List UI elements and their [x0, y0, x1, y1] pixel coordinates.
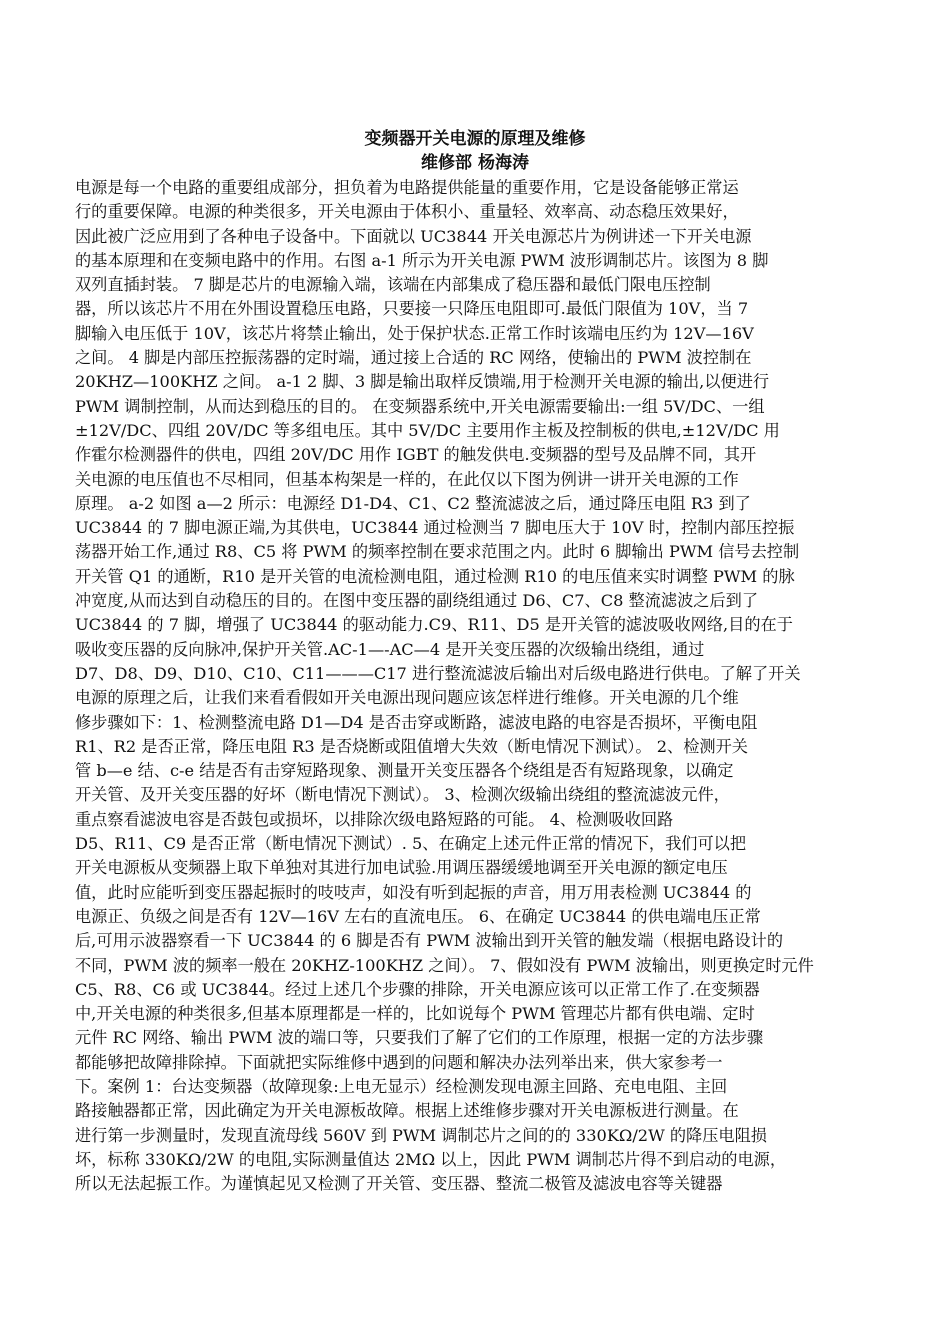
body-line: 双列直插封装。 7 脚是芯片的电源输入端，该端在内部集成了稳压器和最低门限电压控制 [75, 275, 711, 295]
body-line: 行的重要保障。电源的种类很多，开关电源由于体积小、重量轻、效率高、动态稳压效果好， [75, 202, 739, 222]
body-line: 进行第一步测量时，发现直流母线 560V 到 PWM 调制芯片之间的的 330KΩ/2W 的降压电阻损 [75, 1125, 767, 1145]
document-body [75, 176, 865, 1196]
body-line: 荡器开始工作,通过 R8、C5 将 PWM 的频率控制在要求范围之内。此时 6 脚输出 PWM 信号去控制 [75, 542, 800, 562]
body-line: 开关管 Q1 的通断，R10 是开关管的电流检测电阻，通过检测 R10 的电压值来实时调整 PWM 的脉 [75, 566, 795, 586]
body-line: 作霍尔检测器件的供电，四组 20V/DC 用作 IGBT 的触发供电.变频器的型号及品牌不同，其开 [75, 445, 757, 465]
body-line: 重点察看滤波电容是否鼓包或损坏，以排除次级电路短路的可能。 4、检测吸收回路 [75, 809, 674, 829]
body-line: UC3844 的 7 脚电源正端,为其供电，UC3844 通过检测当 7 脚电压大于 10V 时，控制内部压控振 [75, 518, 795, 538]
body-line: 的基本原理和在变频电路中的作用。右图 a-1 所示为开关电源 PWM 波形调制芯片。该图为 8 脚 [75, 250, 769, 270]
body-line: 后,可用示波器察看一下 UC3844 的 6 脚是否有 PWM 波输出到开关管的触发端（根据电路设计的 [75, 931, 784, 951]
body-line: 冲宽度,从而达到自动稳压的目的。在图中变压器的副绕组通过 D6、C7、C8 整流滤波之后到了 [75, 591, 759, 611]
body-line: 不同，PWM 波的频率一般在 20KHZ-100KHZ 之间）。 7、假如没有 PWM 波输出，则更换定时元件 [75, 955, 814, 975]
body-line: 脚输入电压低于 10V，该芯片将禁止输出，处于保护状态.正常工作时该端电压约为 12V—16V [75, 323, 754, 343]
body-line: 所以无法起振工作。为谨慎起见又检测了开关管、变压器、整流二极管及滤波电容等关键器 [75, 1174, 723, 1194]
body-line: 吸收变压器的反向脉冲,保护开关管.AC-1—-AC—4 是开关变压器的次级输出绕组，通过 [75, 639, 705, 659]
body-line: 电源正、负级之间是否有 12V—16V 左右的直流电压。 6、在确定 UC3844 的供电端电压正常 [75, 906, 761, 926]
body-line: 关电源的电压值也不尽相同，但基本构架是一样的，在此仅以下图为例讲一讲开关电源的工作 [75, 469, 739, 489]
body-line: R1、R2 是否正常，降压电阻 R3 是否烧断或阻值增大失效（断电情况下测试）。 2、检测开关 [75, 736, 748, 756]
body-line: UC3844 的 7 脚，增强了 UC3844 的驱动能力.C9、R11、D5 是开关管的滤波吸收网络,目的在于 [75, 615, 793, 635]
body-line: 路接触器都正常，因此确定为开关电源板故障。根据上述维修步骤对开关电源板进行测量。在 [75, 1101, 739, 1121]
body-line: 20KHZ—100KHZ 之间。 a-1 2 脚、3 脚是输出取样反馈端,用于检测开关电源的输出,以便进行 [75, 372, 770, 392]
body-line: 之间。 4 脚是内部压控振荡器的定时端，通过接上合适的 RC 网络，使输出的 PWM 波控制在 [75, 348, 752, 368]
body-line: 电源是每一个电路的重要组成部分，担负着为电路提供能量的重要作用，它是设备能够正常运 [75, 178, 739, 197]
body-line: 值，此时应能听到变压器起振时的吱吱声，如没有听到起振的声音，用万用表检测 UC3844 的 [75, 882, 752, 902]
body-line: C5、R8、C6 或 UC3844。经过上述几个步骤的排除，开关电源应该可以正常工作了.在变频器 [75, 979, 760, 999]
body-line: 因此被广泛应用到了各种电子设备中。下面就以 UC3844 开关电源芯片为例讲述一下开关电源 [75, 226, 752, 246]
body-line: D5、R11、C9 是否正常（断电情况下测试）. 5、在确定上述元件正常的情况下，我们可以把 [75, 834, 747, 854]
body-line: ±12V/DC、四组 20V/DC 等多组电压。其中 5V/DC 主要用作主板及控制板的供电,±12V/DC 用 [75, 420, 780, 440]
document-title: 变频器开关电源的原理及维修 [364, 129, 586, 149]
document-author: 维修部 杨海涛 [421, 153, 529, 173]
body-line: 开关管、及开关变压器的好坏（断电情况下测试）。 3、检测次级输出绕组的整流滤波元件， [75, 785, 730, 805]
body-line: 电源的原理之后，让我们来看看假如开关电源出现问题应该怎样进行维修。开关电源的几个维 [75, 688, 739, 708]
body-line: PWM 调制控制，从而达到稳压的目的。 在变频器系统中,开关电源需要输出:一组 5V/DC、一组 [75, 396, 765, 416]
body-line: 下。案例 1：台达变频器（故障现象:上电无显示）经检测发现电源主回路、充电电阻、主回 [75, 1076, 728, 1096]
body-line: 管 b—e 结、c-e 结是否有击穿短路现象、测量开关变压器各个绕组是否有短路现象，以确定 [75, 761, 734, 781]
body-line: 都能够把故障排除掉。下面就把实际维修中遇到的问题和解决办法列举出来，供大家参考一 [75, 1052, 723, 1072]
body-line: 器，所以该芯片不用在外围设置稳压电路，只要接一只降压电阻即可.最低门限值为 10V，当 7 [75, 299, 749, 319]
body-line: 修步骤如下：1、检测整流电路 D1—D4 是否击穿或断路，滤波电路的电容是否损坏，平衡电阻 [75, 712, 758, 732]
body-line: 坏，标称 330KΩ/2W 的电阻,实际测量值达 2MΩ 以上，因此 PWM 调制芯片得不到启动的电源， [75, 1149, 787, 1169]
body-line: 开关电源板从变频器上取下单独对其进行加电试验.用调压器缓缓地调至开关电源的额定电压 [75, 858, 728, 878]
body-line: 中,开关电源的种类很多,但基本原理都是一样的，比如说每个 PWM 管理芯片都有供电端、定时 [75, 1004, 755, 1024]
body-line: 原理。 a-2 如图 a—2 所示：电源经 D1-D4、C1、C2 整流滤波之后，通过降压电阻 R3 到了 [75, 493, 751, 513]
body-line: 元件 RC 网络、输出 PWM 波的端口等，只要我们了解了它们的工作原理，根据一定的方法步骤 [75, 1028, 764, 1048]
body-line: D7、D8、D9、D10、C10、C11———C17 进行整流滤波后输出对后级电路进行供电。了解了开关 [75, 663, 801, 683]
